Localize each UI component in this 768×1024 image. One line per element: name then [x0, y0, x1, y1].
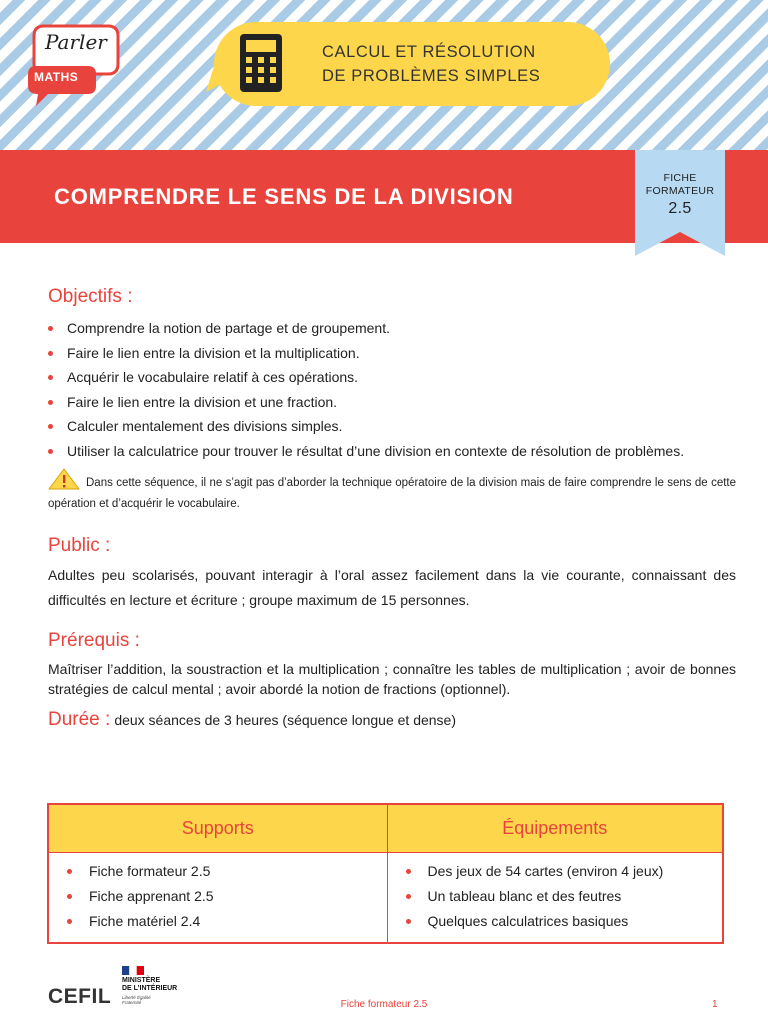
french-flag-icon: [122, 966, 144, 975]
ribbon-number: 2.5: [668, 200, 692, 217]
warning-text: Dans cette séquence, il ne s’agit pas d’aborder la technique opératoire de la division mais de faire comprendre le sens de cette opération et d’acquérir le vocabulaire.: [48, 476, 736, 510]
document-body: [48, 284, 736, 731]
logo-parler-text: Parler: [45, 30, 107, 54]
ribbon-line-2: FORMATEUR: [645, 185, 715, 197]
category-line-1: CALCUL ET RÉSOLUTION: [322, 43, 536, 61]
public-text: Adultes peu scolarisés, pouvant interagir à l’oral assez facilement dans la vie courante, connaissant des difficultés en lecture et écriture ; groupe maximum de 15 personnes.: [48, 566, 736, 608]
list-item: Comprendre la notion de partage et de groupement.: [48, 316, 736, 341]
cefil-logo: CEFIL: [48, 985, 112, 1008]
public-heading: Public :: [48, 534, 111, 556]
supports-cell: [48, 852, 387, 943]
table-header-row: [48, 804, 723, 852]
duree-text: deux séances de 3 heures (séquence longue et dense): [114, 711, 456, 728]
category-line-2: DE PROBLÈMES SIMPLES: [322, 67, 541, 85]
prerequis-text: Maîtriser l’addition, la soustraction et la multiplication ; connaître les tables de multiplication ; avoir de bonnes stratégies de calcul mental ; avoir abordé la notion de fractions (optionnel).: [48, 660, 736, 697]
list-item: Fiche formateur 2.5: [49, 859, 387, 884]
list-item: Quelques calculatrices basiques: [388, 909, 723, 934]
ministry-line-1: MINISTÈRE: [122, 977, 161, 984]
list-item: Faire le lien entre la division et la multiplication.: [48, 341, 736, 366]
category-title: [322, 40, 562, 88]
supports-equipements-table: [47, 803, 724, 944]
objectifs-list: [48, 316, 736, 464]
supports-header: Supports: [48, 804, 387, 852]
equipements-cell: [387, 852, 723, 943]
logo-maths-text: MATHS: [34, 70, 79, 84]
duree-line: [48, 709, 736, 731]
ribbon-line-1: FICHE: [663, 172, 697, 184]
equipements-header: Équipements: [387, 804, 723, 852]
list-item: Fiche apprenant 2.5: [49, 884, 387, 909]
list-item: Des jeux de 54 cartes (environ 4 jeux): [388, 859, 723, 884]
ministry-line-2: DE L’INTÉRIEUR: [122, 985, 178, 992]
footer-document-name: Fiche formateur 2.5: [340, 999, 428, 1010]
warning-note: [48, 468, 736, 515]
list-item: Acquérir le vocabulaire relatif à ces opérations.: [48, 365, 736, 390]
table-row: [48, 852, 723, 943]
duree-label: Durée :: [48, 708, 111, 730]
calculator-icon: [236, 32, 286, 94]
ministry-motto: Liberté Égalité Fraternité: [122, 995, 151, 1005]
prerequis-heading: Prérequis :: [48, 629, 140, 651]
ribbon-label: [635, 172, 725, 219]
list-item: Utiliser la calculatrice pour trouver le résultat d’une division en contexte de résolution de problèmes.: [48, 439, 736, 464]
page-number: 1: [712, 999, 718, 1010]
list-item: Un tableau blanc et des feutres: [388, 884, 723, 909]
list-item: Faire le lien entre la division et une fraction.: [48, 390, 736, 415]
ministry-logo-text: [122, 977, 202, 993]
page-title: COMPRENDRE LE SENS DE LA DIVISION: [54, 184, 514, 209]
warning-icon: [48, 468, 80, 490]
list-item: Fiche matériel 2.4: [49, 909, 387, 934]
list-item: Calculer mentalement des divisions simples.: [48, 414, 736, 439]
objectifs-heading: Objectifs :: [48, 286, 133, 307]
